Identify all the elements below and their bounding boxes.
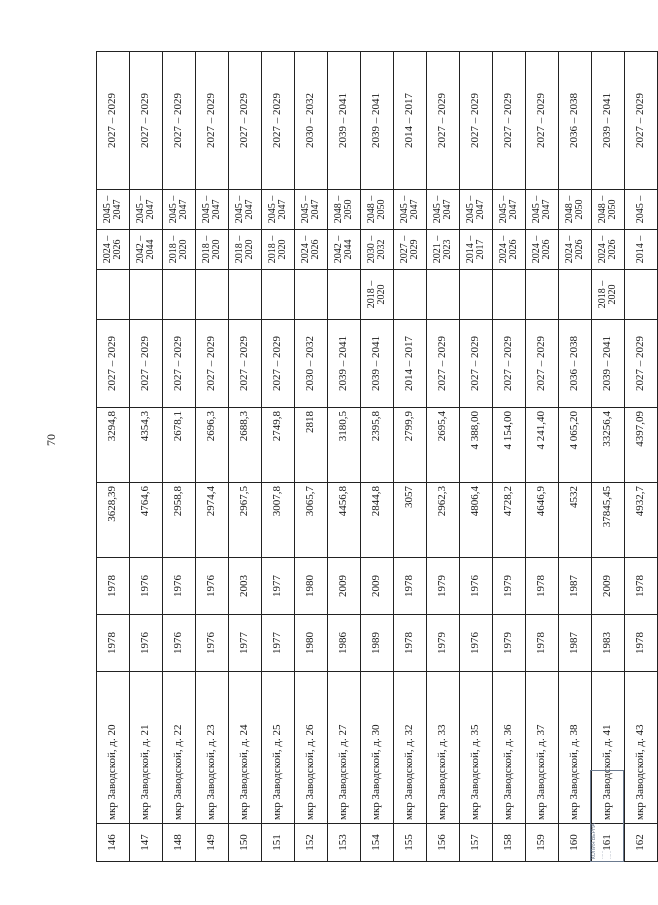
living-area-cell: 2749,8 (262, 408, 295, 483)
table-row (526, 52, 559, 862)
period-end: 2017 (475, 239, 486, 260)
final-period-cell: 2027 – 2029 (427, 52, 460, 190)
roof-period-cell (625, 230, 658, 270)
table-row (559, 52, 592, 862)
period-end: 2020 (607, 284, 618, 305)
row-number: 154 (361, 824, 394, 862)
period-start: 2030 – (365, 235, 377, 264)
row-number: 160 (559, 824, 592, 862)
elevator-period-cell (97, 270, 130, 320)
period-cell: 2027 – 2029 (427, 320, 460, 408)
period-start: 2045 – (497, 195, 509, 224)
year-commissioned-cell: 1978 (394, 558, 427, 615)
buildings-table (96, 51, 658, 862)
final-period-cell: 2027 – 2029 (262, 52, 295, 190)
total-area-cell: 2962,3 (427, 483, 460, 558)
address-cell: мкр Заводской, д. 35 (460, 672, 493, 824)
elevator-period-cell (163, 270, 196, 320)
stamp-line: ...... (599, 850, 605, 859)
address-cell: мкр Заводской, д. 22 (163, 672, 196, 824)
living-area-cell: 2818 (295, 408, 328, 483)
elevator-period-cell (229, 270, 262, 320)
total-area-cell: 4456,8 (328, 483, 361, 558)
facade-period-cell (460, 190, 493, 230)
roof-period-cell (262, 230, 295, 270)
period-cell: 2039 – 2041 (361, 320, 394, 408)
row-number: 150 (229, 824, 262, 862)
period-end: 2047 (244, 199, 255, 220)
roof-period-cell (295, 230, 328, 270)
period-cell: 2039 – 2041 (328, 320, 361, 408)
table-row (625, 52, 658, 862)
living-area-cell: 4397,09 (625, 408, 658, 483)
row-number: 146 (97, 824, 130, 862)
year-built-cell: 1978 (97, 615, 130, 672)
final-period-cell: 2039 – 2041 (328, 52, 361, 190)
elevator-period-cell (427, 270, 460, 320)
year-commissioned-cell: 1987 (559, 558, 592, 615)
table-row (427, 52, 460, 862)
final-period-cell: 2036 – 2038 (559, 52, 592, 190)
roof-period-cell (493, 230, 526, 270)
facade-period-cell (130, 190, 163, 230)
living-area-cell: 3294,8 (97, 408, 130, 483)
period-end: 2047 (178, 199, 189, 220)
elevator-period-cell (361, 270, 394, 320)
row-number: 153 (328, 824, 361, 862)
period-end: 2029 (409, 239, 420, 260)
period-start: 2045 – (167, 195, 179, 224)
year-built-cell: 1979 (427, 615, 460, 672)
final-period-cell: 2027 – 2029 (493, 52, 526, 190)
total-area-cell: 2958,8 (163, 483, 196, 558)
facade-period-cell (163, 190, 196, 230)
facade-period-cell (328, 190, 361, 230)
roof-period-cell (592, 230, 625, 270)
period-end: 2050 (607, 199, 618, 220)
living-area-cell: 2395,8 (361, 408, 394, 483)
row-number: 157 (460, 824, 493, 862)
year-commissioned-cell: 2009 (361, 558, 394, 615)
period-end: 2020 (178, 239, 189, 260)
period-end: 2020 (244, 239, 255, 260)
year-built-cell: 1976 (196, 615, 229, 672)
period-end: 2050 (376, 199, 387, 220)
roof-period-cell (229, 230, 262, 270)
period-start: 2042 – (332, 235, 344, 264)
period-end: 2047 (475, 199, 486, 220)
roof-period-cell (196, 230, 229, 270)
period-start: 2045 – (200, 195, 212, 224)
period-start: 2021 – (431, 235, 443, 264)
row-number: 148 (163, 824, 196, 862)
period-cell: 2027 – 2029 (196, 320, 229, 408)
period-end: 2047 (409, 199, 420, 220)
table-row (592, 52, 625, 862)
address-cell: мкр Заводской, д. 43 (625, 672, 658, 824)
year-built-cell: 1987 (559, 615, 592, 672)
year-built-cell: 1976 (460, 615, 493, 672)
table-row (328, 52, 361, 862)
living-area-cell: 4 065,20 (559, 408, 592, 483)
year-commissioned-cell: 1980 (295, 558, 328, 615)
living-area-cell: 3180,5 (328, 408, 361, 483)
year-built-cell: 1977 (262, 615, 295, 672)
period-end: 2050 (574, 199, 585, 220)
living-area-cell: 4 388,00 (460, 408, 493, 483)
period-end: 2026 (310, 239, 321, 260)
row-number: 159 (526, 824, 559, 862)
period-start: 2024 – (101, 235, 113, 264)
copy-stamp (590, 770, 624, 862)
period-end: 2047 (310, 199, 321, 220)
address-cell: мкр Заводской, д. 24 (229, 672, 262, 824)
total-area-cell: 4532 (559, 483, 592, 558)
period-cell: 2039 – 2041 (592, 320, 625, 408)
year-commissioned-cell: 1976 (196, 558, 229, 615)
year-commissioned-cell: 1976 (163, 558, 196, 615)
address-cell: мкр Заводской, д. 41 (592, 672, 625, 824)
period-start: 2024 – (530, 235, 542, 264)
period-end: 2032 (376, 239, 387, 260)
elevator-period-cell (460, 270, 493, 320)
period-end: 2047 (145, 199, 156, 220)
row-number: 149 (196, 824, 229, 862)
year-commissioned-cell: 2009 (592, 558, 625, 615)
living-area-cell: 4 241,40 (526, 408, 559, 483)
row-number: 162 (625, 824, 658, 862)
final-period-cell: 2027 – 2029 (196, 52, 229, 190)
roof-period-cell (361, 230, 394, 270)
period-end: 2026 (112, 239, 123, 260)
period-cell: 2027 – 2029 (130, 320, 163, 408)
roof-period-cell (460, 230, 493, 270)
facade-period-cell (97, 190, 130, 230)
facade-period-cell (394, 190, 427, 230)
facade-period-cell (229, 190, 262, 230)
period-end: 2044 (343, 239, 354, 260)
total-area-cell: 3628,39 (97, 483, 130, 558)
period-end: 2047 (541, 199, 552, 220)
final-period-cell: 2027 – 2029 (97, 52, 130, 190)
table-row (295, 52, 328, 862)
final-period-cell: 2039 – 2041 (361, 52, 394, 190)
facade-period-cell (559, 190, 592, 230)
row-number: 151 (262, 824, 295, 862)
year-commissioned-cell: 2003 (229, 558, 262, 615)
period-end: 2020 (211, 239, 222, 260)
year-commissioned-cell: 1979 (493, 558, 526, 615)
total-area-cell: 4806,4 (460, 483, 493, 558)
period-end: 2044 (145, 239, 156, 260)
year-built-cell: 1989 (361, 615, 394, 672)
period-start: 2045 – (101, 195, 113, 224)
period-start: 2048 – (365, 195, 377, 224)
period-end: 2026 (574, 239, 585, 260)
period-start: 2045 – (464, 195, 476, 224)
total-area-cell: 4646,9 (526, 483, 559, 558)
roof-period-cell (163, 230, 196, 270)
period-start: 2024 – (299, 235, 311, 264)
period-start: 2018 – (266, 235, 278, 264)
facade-period-cell (592, 190, 625, 230)
elevator-period-cell (130, 270, 163, 320)
period-start: 2018 – (596, 280, 608, 309)
year-built-cell: 1986 (328, 615, 361, 672)
year-commissioned-cell: 1977 (262, 558, 295, 615)
roof-period-cell (427, 230, 460, 270)
year-commissioned-cell: 1976 (130, 558, 163, 615)
page-number: 70 (44, 434, 58, 446)
year-built-cell: 1976 (163, 615, 196, 672)
final-period-cell: 2027 – 2029 (130, 52, 163, 190)
address-cell: мкр Заводской, д. 23 (196, 672, 229, 824)
address-cell: мкр Заводской, д. 25 (262, 672, 295, 824)
address-cell: мкр Заводской, д. 26 (295, 672, 328, 824)
period-cell: 2027 – 2029 (163, 320, 196, 408)
elevator-period-cell (625, 270, 658, 320)
period-end: 2020 (277, 239, 288, 260)
period-start: 2048 – (596, 195, 608, 224)
year-built-cell: 1978 (625, 615, 658, 672)
elevator-period-cell (394, 270, 427, 320)
period-cell: 2027 – 2029 (625, 320, 658, 408)
period-cell: 2027 – 2029 (262, 320, 295, 408)
period-start: 2045 – (266, 195, 278, 224)
living-area-cell: 2696,3 (196, 408, 229, 483)
period-start: 2024 – (563, 235, 575, 264)
row-number: 147 (130, 824, 163, 862)
elevator-period-cell (592, 270, 625, 320)
period-start: 2045 – (431, 195, 443, 224)
roof-period-cell (559, 230, 592, 270)
period-start: 2014 – (634, 235, 646, 264)
facade-period-cell (196, 190, 229, 230)
total-area-cell: 4764,6 (130, 483, 163, 558)
year-built-cell: 1979 (493, 615, 526, 672)
table-row (460, 52, 493, 862)
final-period-cell: 2027 – 2029 (163, 52, 196, 190)
roof-period-cell (526, 230, 559, 270)
stamp-line: КОПИЯ ВЕРНА (591, 823, 597, 859)
table-row (163, 52, 196, 862)
total-area-cell: 3065,7 (295, 483, 328, 558)
elevator-period-cell (295, 270, 328, 320)
elevator-period-cell (262, 270, 295, 320)
row-number: 152 (295, 824, 328, 862)
year-commissioned-cell: 2009 (328, 558, 361, 615)
row-number: 158 (493, 824, 526, 862)
total-area-cell: 3007,8 (262, 483, 295, 558)
period-start: 2045 – (398, 195, 410, 224)
living-area-cell: 2678,1 (163, 408, 196, 483)
elevator-period-cell (526, 270, 559, 320)
facade-period-cell (361, 190, 394, 230)
final-period-cell: 2030 – 2032 (295, 52, 328, 190)
period-end: 2026 (508, 239, 519, 260)
final-period-cell: 2027 – 2029 (229, 52, 262, 190)
year-commissioned-cell: 1979 (427, 558, 460, 615)
period-cell: 2027 – 2029 (493, 320, 526, 408)
period-end: 2047 (112, 199, 123, 220)
row-number: 156 (427, 824, 460, 862)
period-cell: 2027 – 2029 (229, 320, 262, 408)
period-start: 2048 – (563, 195, 575, 224)
year-commissioned-cell: 1976 (460, 558, 493, 615)
period-cell: 2014 – 2017 (394, 320, 427, 408)
period-cell: 2027 – 2029 (460, 320, 493, 408)
final-period-cell: 2027 – 2029 (526, 52, 559, 190)
period-start: 2045 – (233, 195, 245, 224)
period-start: 2045 – (634, 195, 646, 224)
elevator-period-cell (328, 270, 361, 320)
period-end: 2047 (508, 199, 519, 220)
total-area-cell: 2974,4 (196, 483, 229, 558)
rotated-table-container (96, 52, 647, 862)
row-number: 155 (394, 824, 427, 862)
table-row (262, 52, 295, 862)
facade-period-cell (262, 190, 295, 230)
year-built-cell: 1983 (592, 615, 625, 672)
year-built-cell: 1976 (130, 615, 163, 672)
period-end: 2050 (343, 199, 354, 220)
living-area-cell: 4354,3 (130, 408, 163, 483)
roof-period-cell (130, 230, 163, 270)
total-area-cell: 2967,5 (229, 483, 262, 558)
living-area-cell: 2695,4 (427, 408, 460, 483)
total-area-cell: 4728,2 (493, 483, 526, 558)
address-cell: мкр Заводской, д. 30 (361, 672, 394, 824)
period-start: 2014 – (464, 235, 476, 264)
elevator-period-cell (196, 270, 229, 320)
final-period-cell: 2027 – 2029 (460, 52, 493, 190)
living-area-cell: 2688,3 (229, 408, 262, 483)
table-row (130, 52, 163, 862)
total-area-cell: 4932,7 (625, 483, 658, 558)
address-cell: мкр Заводской, д. 37 (526, 672, 559, 824)
period-start: 2045 – (530, 195, 542, 224)
total-area-cell: 37845,45 (592, 483, 625, 558)
table-row (493, 52, 526, 862)
facade-period-cell (295, 190, 328, 230)
facade-period-cell (493, 190, 526, 230)
total-area-cell: 3057 (394, 483, 427, 558)
elevator-period-cell (493, 270, 526, 320)
table-row (394, 52, 427, 862)
period-start: 2024 – (497, 235, 509, 264)
elevator-period-cell (559, 270, 592, 320)
period-start: 2045 – (299, 195, 311, 224)
period-end: 2047 (211, 199, 222, 220)
facade-period-cell (526, 190, 559, 230)
row-number: 161 (592, 824, 625, 862)
table-row (196, 52, 229, 862)
roof-period-cell (328, 230, 361, 270)
roof-period-cell (394, 230, 427, 270)
year-commissioned-cell: 1978 (526, 558, 559, 615)
address-cell: мкр Заводской, д. 32 (394, 672, 427, 824)
year-built-cell: 1977 (229, 615, 262, 672)
address-cell: мкр Заводской, д. 20 (97, 672, 130, 824)
period-start: 2024 – (596, 235, 608, 264)
period-cell: 2036 – 2038 (559, 320, 592, 408)
period-start: 2018 – (200, 235, 212, 264)
period-start: 2018 – (167, 235, 179, 264)
year-commissioned-cell: 1978 (625, 558, 658, 615)
period-end: 2047 (442, 199, 453, 220)
period-end: 2020 (376, 284, 387, 305)
address-cell: мкр Заводской, д. 21 (130, 672, 163, 824)
period-end: 2026 (607, 239, 618, 260)
period-start: 2018 – (365, 280, 377, 309)
period-start: 2042 – (134, 235, 146, 264)
table-row (229, 52, 262, 862)
total-area-cell: 2844,8 (361, 483, 394, 558)
year-built-cell: 1978 (394, 615, 427, 672)
period-cell: 2030 – 2032 (295, 320, 328, 408)
year-built-cell: 1980 (295, 615, 328, 672)
period-start: 2018 – (233, 235, 245, 264)
period-end: 2047 (277, 199, 288, 220)
period-end: 2023 (442, 239, 453, 260)
table-row (361, 52, 394, 862)
address-cell: мкр Заводской, д. 27 (328, 672, 361, 824)
address-cell: мкр Заводской, д. 38 (559, 672, 592, 824)
roof-period-cell (97, 230, 130, 270)
year-commissioned-cell: 1978 (97, 558, 130, 615)
living-area-cell: 2799,9 (394, 408, 427, 483)
period-cell: 2027 – 2029 (526, 320, 559, 408)
period-start: 2045 – (134, 195, 146, 224)
stamp-line: ...... (607, 850, 613, 859)
facade-period-cell (427, 190, 460, 230)
address-cell: мкр Заводской, д. 36 (493, 672, 526, 824)
final-period-cell: 2039 – 2041 (592, 52, 625, 190)
facade-period-cell (625, 190, 658, 230)
period-start: 2048 – (332, 195, 344, 224)
period-end: 2026 (541, 239, 552, 260)
living-area-cell: 4 154,00 (493, 408, 526, 483)
final-period-cell: 2014 – 2017 (394, 52, 427, 190)
living-area-cell: 33256,4 (592, 408, 625, 483)
year-built-cell: 1978 (526, 615, 559, 672)
period-cell: 2027 – 2029 (97, 320, 130, 408)
address-cell: мкр Заводской, д. 33 (427, 672, 460, 824)
table-row (97, 52, 130, 862)
period-start: 2027 – (398, 235, 410, 264)
final-period-cell: 2027 – 2029 (625, 52, 658, 190)
